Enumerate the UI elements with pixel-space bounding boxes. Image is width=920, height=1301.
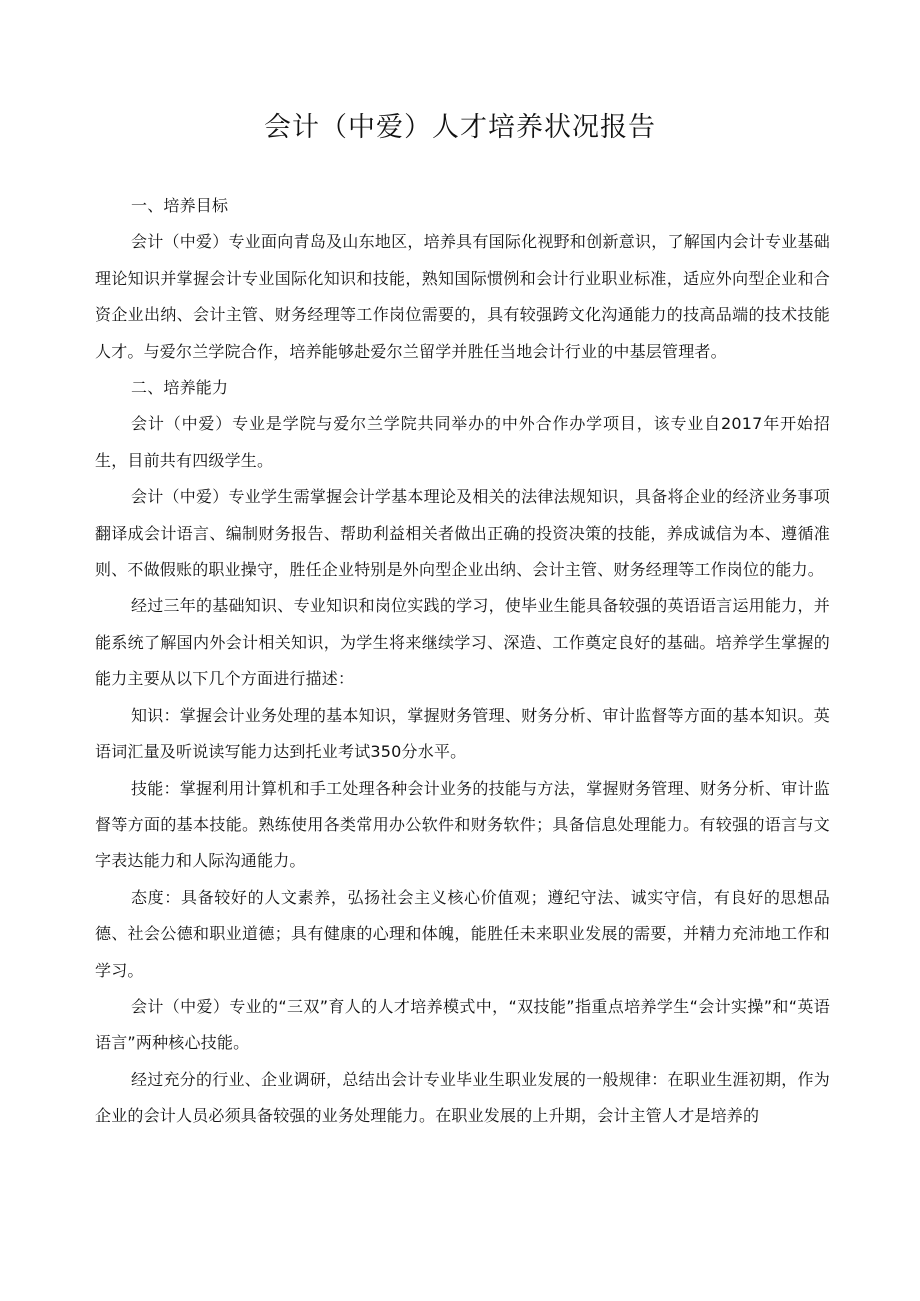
- paragraph: 经过三年的基础知识、专业知识和岗位实践的学习，使毕业生能具备较强的英语语言运用能力，并能系统了解国内外会计相关知识，为学生将来继续学习、深造、工作奠定良好的基础。培养学生掌握的能力主要从以下几个方面进行描述：: [95, 596, 830, 689]
- section-heading-goals: 一、培养目标: [131, 196, 229, 215]
- paragraph: 会计（中爱）专业面向青岛及山东地区，培养具有国际化视野和创新意识，了解国内会计专业基础理论知识并掌握会计专业国际化知识和技能，熟知国际惯例和会计行业职业标准，适应外向型企业和合资企业出纳、会计主管、财务经理等工作岗位需要的，具有较强跨文化沟通能力的技高品端的技术技能人才。与爱尔兰学院合作，培养能够赴爱尔兰留学并胜任当地会计行业的中基层管理者。: [95, 232, 830, 361]
- paragraph: 经过充分的行业、企业调研，总结出会计专业毕业生职业发展的一般规律：在职业生涯初期，作为企业的会计人员必须具备较强的业务处理能力。在职业发展的上升期，会计主管人才是培养的: [95, 1069, 830, 1126]
- paragraph-skills: 技能：掌握利用计算机和手工处理各种会计业务的技能与方法，掌握财务管理、财务分析、审计监督等方面的基本技能。熟练使用各类常用办公软件和财务软件；具备信息处理能力。有较强的语言与文字表达能力和人际沟通能力。: [95, 778, 830, 871]
- section-heading-abilities: 二、培养能力: [131, 378, 229, 398]
- document-title: 会计（中爱）人才培养状况报告: [264, 112, 656, 143]
- paragraph-attitude: 态度：具备较好的人文素养，弘扬社会主义核心价值观；遵纪守法、诚实守信，有良好的思想品德、社会公德和职业道德；具有健康的心理和体魄，能胜任未来职业发展的需要，并精力充沛地工作和学习。: [95, 887, 830, 980]
- document-body: [95, 188, 830, 1135]
- paragraph: 会计（中爱）专业的“三双”育人的人才培养模式中，“双技能”指重点培养学生“会计实操”和“英语语言”两种核心技能。: [95, 996, 830, 1053]
- paragraph-knowledge: 知识：掌握会计业务处理的基本知识，掌握财务管理、财务分析、审计监督等方面的基本知识。英语词汇量及听说读写能力达到托业考试350分水平。: [95, 705, 830, 762]
- paragraph: 会计（中爱）专业学生需掌握会计学基本理论及相关的法律法规知识，具备将企业的经济业务事项翻译成会计语言、编制财务报告、帮助利益相关者做出正确的投资决策的技能，养成诚信为本、遵循准则、不做假账的职业操守，胜任企业特别是外向型企业出纳、会计主管、财务经理等工作岗位的能力。: [95, 487, 830, 580]
- paragraph: 会计（中爱）专业是学院与爱尔兰学院共同举办的中外合作办学项目，该专业自2017年开始招生，目前共有四级学生。: [95, 414, 830, 470]
